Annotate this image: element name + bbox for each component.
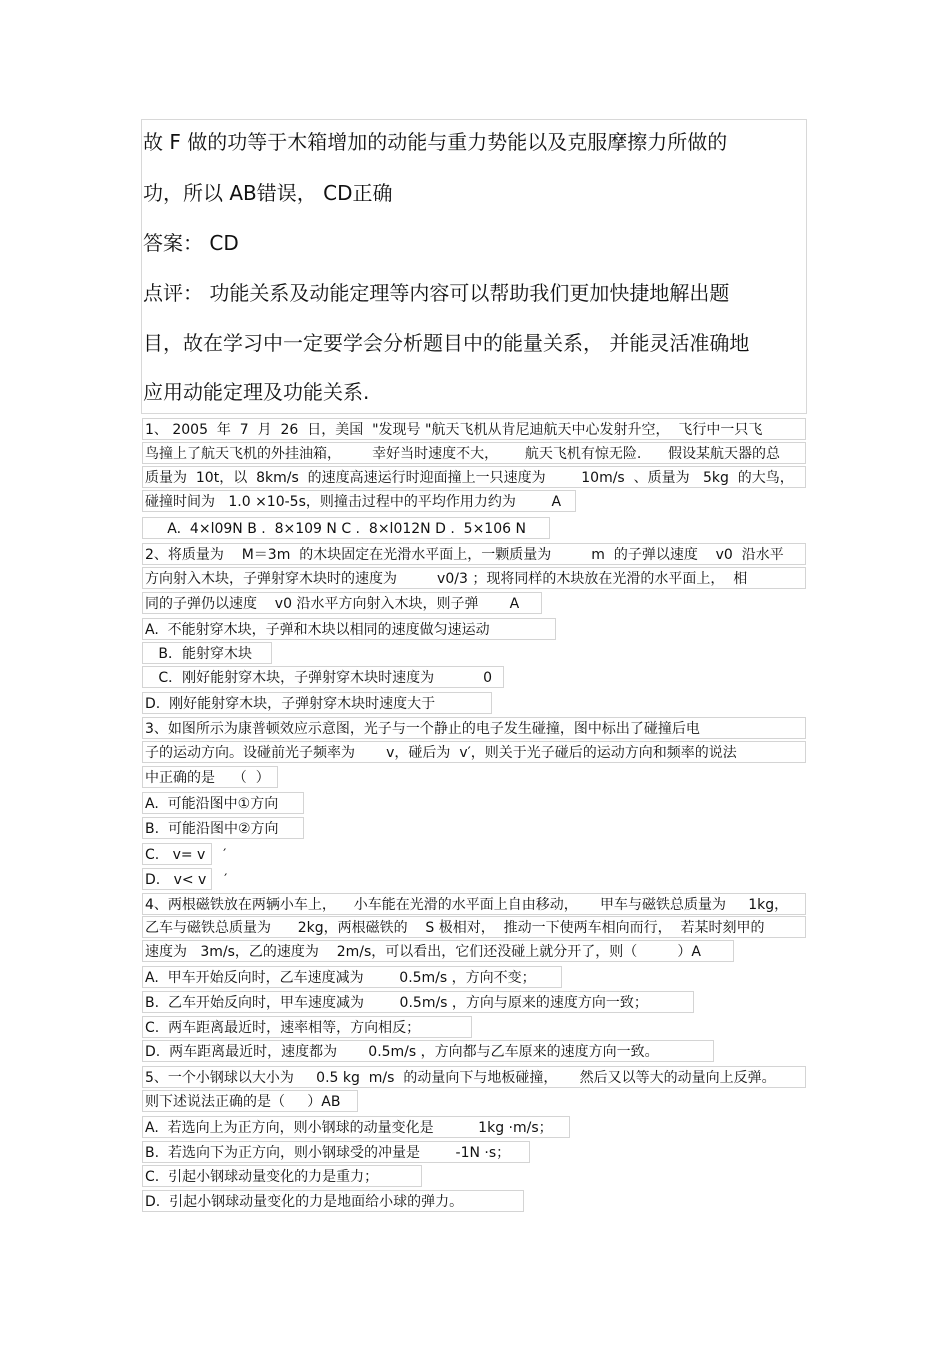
solution-box: [141, 119, 807, 414]
solution-line: 故 F 做的功等于木箱增加的动能与重力势能以及克服摩擦力所做的: [143, 130, 728, 154]
question-5-option-c: C. 引起小钢球动量变化的力是重力；: [142, 1165, 422, 1187]
question-3-option-b: B. 可能沿图中②方向: [142, 817, 304, 839]
question-4-line: 乙车与磁铁总质量为 2kg，两根磁铁的 S 极相对， 推动一下使两车相向而行， 若某时刻甲的: [142, 916, 806, 938]
question-2-line: 同的子弹仍以速度 v0 沿水平方向射入木块，则子弹 A: [142, 592, 542, 614]
question-2-option-d: D. 刚好能射穿木块，子弹射穿木块时速度大于: [142, 692, 492, 714]
solution-line: 功，所以 AB错误， CD正确: [143, 181, 393, 205]
question-4-option-b: B. 乙车开始反向时，甲车速度减为 0.5m/s ，方向与原来的速度方向一致；: [142, 991, 694, 1013]
question-4-line: 速度为 3m/s，乙的速度为 2m/s，可以看出，它们还没碰上就分开了，则（ ）A: [142, 940, 734, 962]
question-2-line: 2、将质量为 M＝3m 的木块固定在光滑水平面上，一颗质量为 m 的子弹以速度 v0 沿水平: [142, 543, 806, 565]
question-4-line: 4、两根磁铁放在两辆小车上， 小车能在光滑的水平面上自由移动， 甲车与磁铁总质量为 1kg，: [142, 893, 806, 915]
question-3-option-d: D. v< v ′: [142, 868, 212, 890]
answer-line: 答案： CD: [143, 231, 239, 255]
question-5-option-d: D. 引起小钢球动量变化的力是地面给小球的弹力。: [142, 1190, 524, 1212]
question-5-option-a: A. 若选向上为正方向，则小钢球的动量变化是 1kg ·m/s；: [142, 1116, 570, 1138]
question-3-line: 3、如图所示为康普顿效应示意图，光子与一个静止的电子发生碰撞，图中标出了碰撞后电: [142, 717, 806, 739]
question-3-line: 子的运动方向。设碰前光子频率为 v，碰后为 v′，则关于光子碰后的运动方向和频率的说法: [142, 741, 806, 763]
question-5-option-b: B. 若选向下为正方向，则小钢球受的冲量是 -1N ·s；: [142, 1141, 530, 1163]
question-1-options: A. 4×l09N B . 8×109 N C . 8×l012N D . 5×106 N: [142, 517, 550, 539]
question-5-line: 则下述说法正确的是（ ）AB: [142, 1090, 358, 1112]
question-4-option-d: D. 两车距离最近时，速度都为 0.5m/s ，方向都与乙车原来的速度方向一致。: [142, 1040, 714, 1062]
question-2-option-a: A. 不能射穿木块，子弹和木块以相同的速度做匀速运动: [142, 618, 556, 640]
question-1-line: 鸟撞上了航天飞机的外挂油箱， 幸好当时速度不大， 航天飞机有惊无险. 假设某航天器的总: [142, 442, 806, 464]
question-3-option-a: A. 可能沿图中①方向: [142, 792, 304, 814]
question-3-line: 中正确的是 （ ）: [142, 766, 278, 788]
question-3-option-c: C. v= v ′: [142, 843, 212, 865]
comment-line: 点评： 功能关系及动能定理等内容可以帮助我们更加快捷地解出题: [143, 281, 730, 305]
question-2-option-c: C．刚好能射穿木块，子弹射穿木块时速度为 0: [142, 666, 504, 688]
question-2-option-b: B．能射穿木块: [142, 642, 272, 664]
question-5-line: 5、一个小钢球以大小为 0.5 kg m/s 的动量向下与地板碰撞， 然后又以等大的动量向上反弹。: [142, 1066, 806, 1088]
question-4-option-a: A. 甲车开始反向时，乙车速度减为 0.5m/s ，方向不变；: [142, 966, 562, 988]
question-2-line: 方向射入木块，子弹射穿木块时的速度为 v0/3 ；现将同样的木块放在光滑的水平面上， 相: [142, 567, 806, 589]
question-4-option-c: C. 两车距离最近时，速率相等，方向相反；: [142, 1016, 472, 1038]
comment-line: 应用动能定理及功能关系.: [143, 380, 370, 404]
question-1-line: 1、 2005 年 7 月 26 日，美国 "发现号 "航天飞机从肯尼迪航天中心发射升空， 飞行中一只飞: [142, 418, 806, 440]
question-1-line: 质量为 10t，以 8km/s 的速度高速运行时迎面撞上一只速度为 10m/s 、质量为 5kg 的大鸟，: [142, 466, 806, 488]
comment-line: 目，故在学习中一定要学会分析题目中的能量关系， 并能灵活准确地: [143, 331, 750, 355]
question-1-line: 碰撞时间为 1.0 ×10-5s，则撞击过程中的平均作用力约为 A: [142, 490, 576, 512]
